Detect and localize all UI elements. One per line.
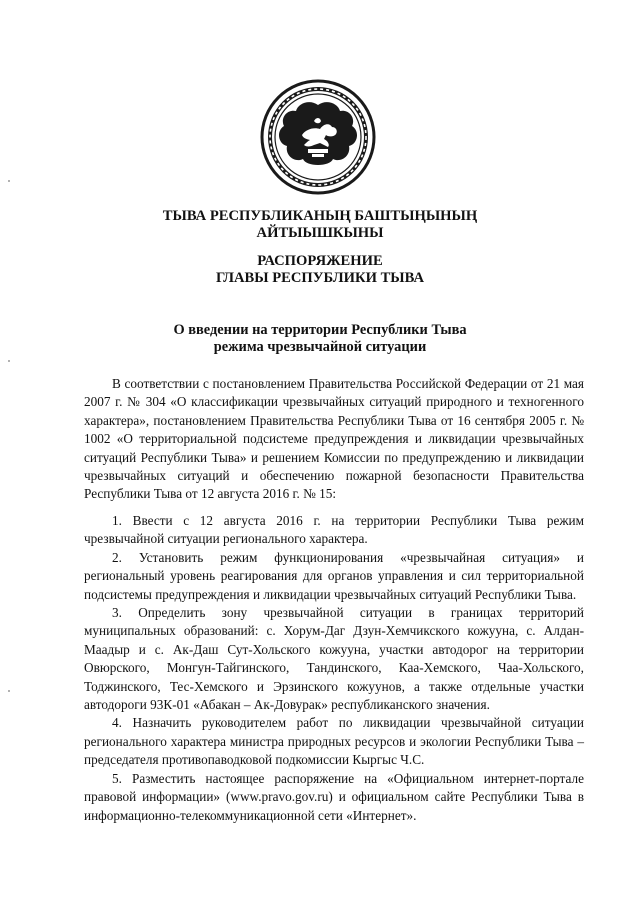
order-item-4: 4. Назначить руководителем работ по ликвидации чрезвычайной ситуации регионального характера министра природных ресурсов и экологии Республики Тыва – председателя противопаводковой подкомиссии Кыргыс Ч.С. [84, 715, 584, 768]
document-subject [0, 322, 640, 356]
issuer-title-tuvan-line1: ТЫВА РЕСПУБЛИКАНЫҢ БАШТЫҢЫНЫҢ [162, 208, 478, 224]
issuer-title-tuvan-line2: АЙТЫЫШКЫНЫ [256, 225, 384, 241]
issuer-title-tuvan [0, 208, 640, 242]
document-type-line2: ГЛАВЫ РЕСПУБЛИКИ ТЫВА [216, 270, 424, 286]
document-type-line1: РАСПОРЯЖЕНИЕ [257, 253, 383, 269]
document-type-heading [0, 253, 640, 287]
scan-margin-mark [8, 690, 10, 692]
scan-margin-mark [8, 180, 10, 182]
preamble-section [84, 375, 584, 504]
order-items-list [84, 512, 584, 825]
order-item-3: 3. Определить зону чрезвычайной ситуации в границах территорий муниципальных образований: с. Хорум-Даг Дзун-Хемчикского кожууна, с. Алдан-Маадыр и с. Ак-Даш Сут-Хольского кожууна, участки автодорог на территории Овюрского, Монгун-Тайгинского, Тандинского, Каа-Хемского, Чаа-Хольского, Тоджинского, Тес-Хемского и Эрзинского кожуунов, а также отдельные участки автодороги 93К-01 «Абакан – Ак-Довурак» республиканского значения. [84, 605, 584, 713]
document-subject-line1: О введении на территории Республики Тыва [173, 322, 467, 338]
scan-margin-mark [8, 360, 10, 362]
document-subject-line2: режима чрезвычайной ситуации [213, 339, 427, 355]
order-item-1: 1. Ввести с 12 августа 2016 г. на территории Республики Тыва режим чрезвычайной ситуации регионального характера. [84, 513, 584, 547]
preamble-paragraph: В соответствии с постановлением Правительства Российской Федерации от 21 мая 2007 г. № 304 «О классификации чрезвычайных ситуаций природного и техногенного характера», постановлением Правительства Республики Тыва от 16 сентября 2005 г. № 1002 «О территориальной подсистеме предупреждения и ликвидации чрезвычайных ситуаций Республики Тыва» и решением Комиссии по предупреждению и ликвидации чрезвычайных ситуаций и обеспечению пожарной безопасности Правительства Республики Тыва от 12 августа 2016 г. № 15: [84, 376, 584, 502]
order-item-2: 2. Установить режим функционирования «чрезвычайная ситуация» и региональный уровень реагирования для органов управления и сил территориальной подсистемы предупреждения и ликвидации чрезвычайных ситуаций Республики Тыва. [84, 549, 584, 602]
republic-of-tuva-emblem-icon [248, 77, 388, 197]
order-item-5: 5. Разместить настоящее распоряжение на «Официальном интернет-портале правовой информации» (www.pravo.gov.ru) и официальном сайте Республики Тыва в информационно-телекоммуникационной сети «Интернет». [84, 770, 584, 823]
